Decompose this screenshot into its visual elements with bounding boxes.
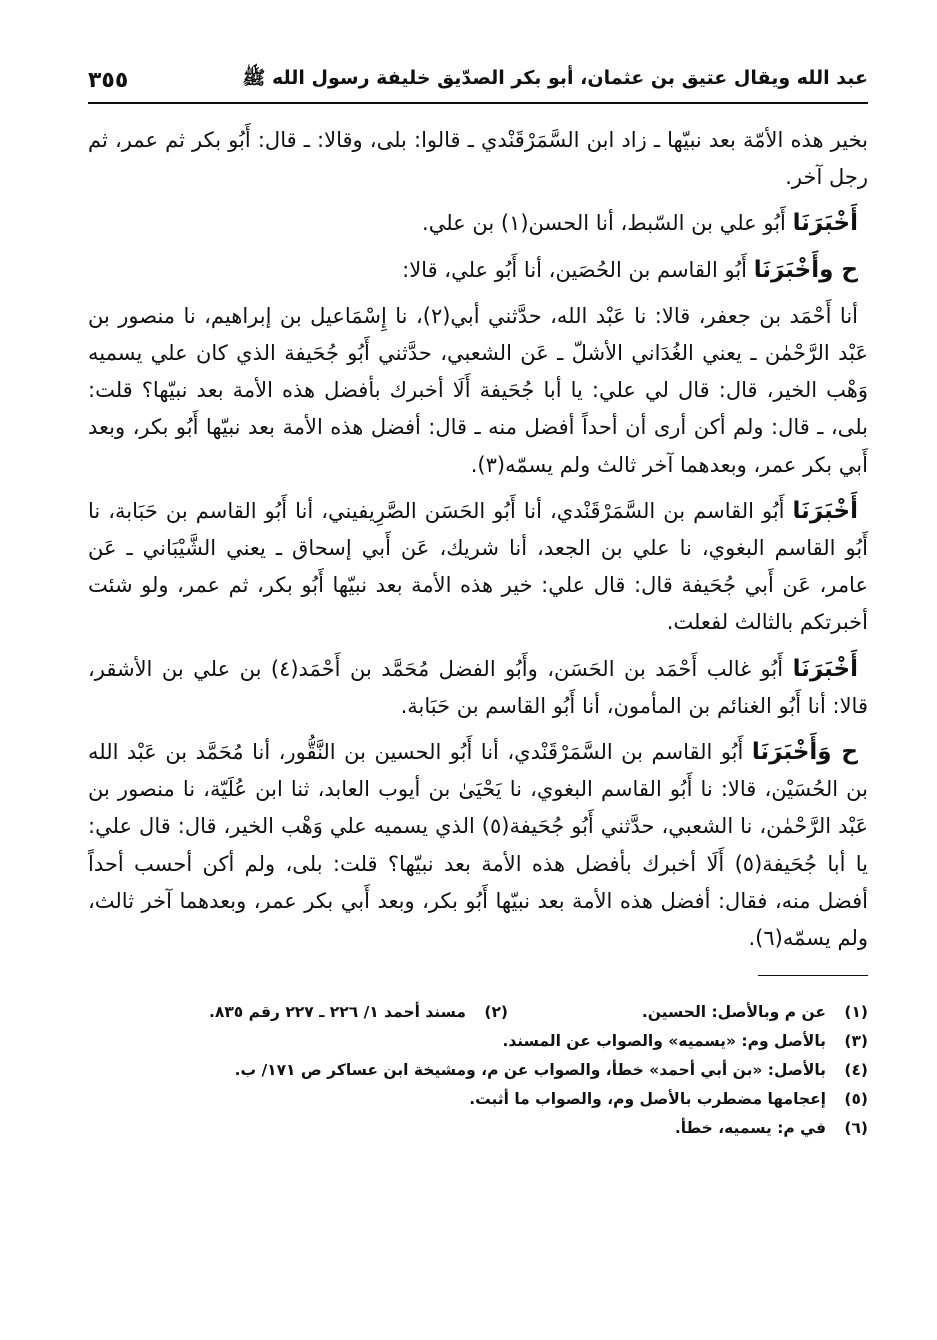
footnote-item — [209, 998, 508, 1027]
book-page — [88, 58, 868, 1143]
paragraph — [88, 651, 868, 725]
footnote-text: مسند أحمد ١/ ٢٢٦ ـ ٢٢٧ رقم ٨٣٥. — [209, 1003, 466, 1022]
paragraph — [88, 493, 868, 642]
footnote-number: (٥) — [844, 1090, 868, 1109]
footnote-text: في م: يسميه، خطأ. — [674, 1119, 826, 1138]
footnote-number: (١) — [844, 1003, 868, 1022]
footnotes — [88, 998, 868, 1143]
paragraph-lead: أَخْبَرَنَا — [792, 497, 858, 524]
main-text — [88, 122, 868, 957]
paragraph-text: أَبُو القاسم بن السَّمَرْقَنْدي، أنا أَبُو الحسين بن النَّقُّور، أنا مُحَمَّد بن عَبْد الله بن الحُسَيْن، قالا: نا أَبُو القاسم البغوي، نا يَحْيَىٰ بن أيوب العابد، ثنا ابن عُلَيّة، نا منصور بن عَبْد الرَّحْمٰن، نا الشعبي، حدَّثني أَبُو جُحَيفة(٥) الذي يسميه علي وَهْب الخير، قال: قال علي: يا أبا جُحَيفة(٥) أَلَا أخبرك بأفضل هذه الأمة بعد نبيّها؟ قلت: بلى، ولم أكن أحسب أحداً أفضل منه، فقال: أفضل هذه الأمة بعد نبيّها أَبُو بكر، وبعد أَبي بكر عمر، وبعدهما آخر ثالث، ولم يسمّه(٦). — [88, 740, 868, 951]
footnote-item — [88, 1056, 868, 1085]
paragraph-lead: ح وَأَخْبَرَنَا — [751, 739, 858, 766]
paragraph-text: بخير هذه الأمّة بعد نبيّها ـ زاد ابن السَّمَرْقَنْدي ـ قالوا: بلى، وقالا: ـ قال: أَبُو بكر ثم عمر، ثم رجل آخر. — [88, 128, 868, 190]
footnote-text: بالأصل وم: «يسميه» والصواب عن المسند. — [502, 1032, 826, 1051]
paragraph-text: أَبُو علي بن السّبط، أنا الحسن(١) بن علي. — [422, 211, 786, 236]
footnote-divider — [758, 975, 868, 976]
footnote-item — [88, 1114, 868, 1143]
paragraph — [88, 122, 868, 196]
paragraph — [88, 734, 868, 957]
header-title: عبد الله ويقال عتيق بن عثمان، أبو بكر الصدّيق خليفة رسول الله ﷺ — [242, 67, 868, 89]
paragraph — [88, 298, 868, 484]
running-header — [88, 58, 868, 104]
footnote-item — [88, 1085, 868, 1114]
paragraph-text: أنا أَحْمَد بن جعفر، قالا: نا عَبْد الله، حدَّثني أبي(٢)، نا إِسْمَاعيل بن إبراهيم، نا منصور بن عَبْد الرَّحْمٰن ـ يعني الغُدَاني الأشلّ ـ عَن الشعبي، حدَّثني أَبُو جُحَيفة الذي كان علي يسميه وَهْب الخير، قال: قال لي علي: يا أبا جُحَيفة أَلَا أخبرك بأفضل هذه الأمة بعد نبيّها؟ قلت: بلى، ـ قال: ولم أكن أرى أن أحداً أفضل منه ـ قال: أفضل هذه الأمة بعد نبيّها أَبُو بكر، وبعد أَبي بكر عمر، وبعدهما آخر ثالث ولم يسمّه(٣). — [88, 303, 868, 477]
paragraph-lead: ح وأَخْبَرَنَا — [753, 256, 858, 283]
paragraph — [88, 205, 868, 242]
footnote-text: بالأصل: «بن أبي أحمد» خطأ، والصواب عن م، ومشيخة ابن عساكر ص ١٧١/ ب. — [234, 1061, 826, 1080]
paragraph-lead: أَخْبَرَنَا — [792, 210, 858, 237]
footnote-number: (٦) — [844, 1119, 868, 1138]
footnote-text: إعجامها مضطرب بالأصل وم، والصواب ما أثبت. — [469, 1090, 826, 1109]
footnote-text: عن م وبالأصل: الحسين. — [641, 1003, 826, 1022]
footnote-number: (٤) — [844, 1061, 868, 1080]
paragraph — [88, 252, 868, 289]
footnote-row — [88, 998, 868, 1027]
page-number: ٣٥٥ — [88, 67, 129, 93]
paragraph-text: أَبُو القاسم بن الحُصَين، أنا أَبُو علي، قالا: — [402, 257, 747, 282]
paragraph-text: أَبُو غالب أَحْمَد بن الحَسَن، وأَبُو الفضل مُحَمَّد بن أَحْمَد(٤) بن علي بن الأشقر، قالا: أنا أَبُو الغنائم بن المأمون، أنا أَبُو القاسم بن حَبَابة. — [88, 656, 868, 718]
footnote-item — [508, 998, 868, 1027]
footnote-number: (٣) — [844, 1032, 868, 1051]
footnote-number: (٢) — [484, 1003, 508, 1022]
paragraph-text: أَبُو القاسم بن السَّمَرْقَنْدي، أنا أَبُو الحَسَن الصَّرِيفيني، أنا أَبُو القاسم بن حَبَابة، نا أَبُو القاسم البغوي، نا علي بن الجعد، أنا شريك، عَن أَبي إسحاق ـ يعني الشَّيْبَاني ـ عَن عامر، عَن أَبي جُحَيفة قال: قال علي: خير هذه الأمة بعد نبيّها أَبُو بكر، ثم عمر، ولو شئت أخبرتكم بالثالث لفعلت. — [88, 498, 868, 635]
paragraph-lead: أَخْبَرَنَا — [792, 655, 858, 682]
footnote-item — [88, 1027, 868, 1056]
